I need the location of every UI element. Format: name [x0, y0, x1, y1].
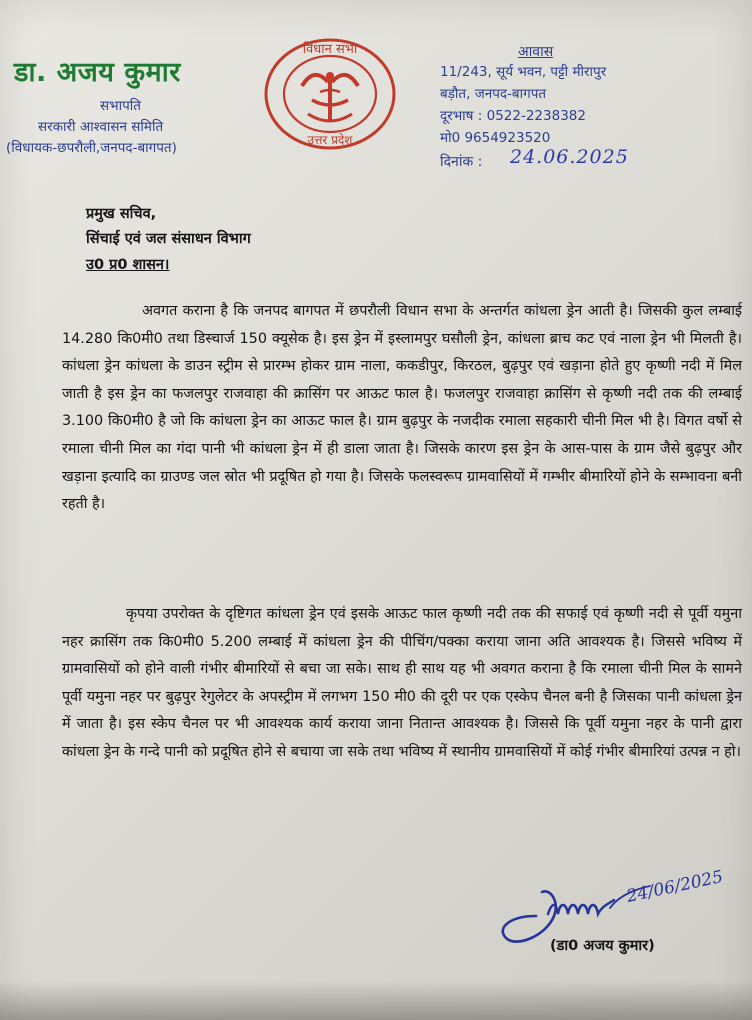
address-heading: आवास	[518, 44, 554, 60]
sender-committee: सरकारी आश्वासन समिति	[38, 119, 164, 135]
date-value: 24.06.2025	[510, 146, 629, 168]
vidhan-sabha-emblem	[262, 36, 398, 152]
sender-name: डा. अजय कुमार	[14, 57, 181, 88]
address-line-2: बड़ौत, जनपद-बागपत	[440, 86, 547, 102]
photo-shadow	[0, 980, 752, 1020]
body-paragraph-2: कृपया उपरोक्त के दृष्टिगत कांधला ड्रेन एवं इसके आऊट फाल कृष्णी नदी तक की सफाई एवं कृष्णी नदी से पूर्वी यमुना नहर क्रासिंग तक कि0मी0 5.200 लम्बाई में कांधला ड्रेन की पीचिंग/पक्का कराया जाना अति आवश्यक है। जिससे भविष्य में ग्रामवासियों को होने वाली गंभीर बीमारियों से बचा जा सके। साथ ही साथ यह भी अवगत कराना है कि रमाला चीनी मिल के सामने पूर्वी यमुना नहर पर बुढ़पुर रेगुलेटर के अपस्ट्रीम में लगभग 150 मी0 की दूरी पर एक एस्केप चैनल बनी है जिसका पानी कांधला ड्रेन में जाता है। इस स्केप चैनल पर भी आवश्यक कार्य कराया जाना नितान्त आवश्यक है। जिससे कि पूर्वी यमुना नहर के पानी द्वारा कांधला ड्रेन के गन्दे पानी को प्रदूषित होने से बचाया जा सके तथा भविष्य में स्थानीय ग्रामवासियों में कोई गंभीर बीमारियां उत्पन्न न हो।	[62, 606, 742, 760]
recipient-line-2: सिंचाई एवं जल संसाधन विभाग	[86, 231, 251, 247]
emblem-bottom-text: उत्तर प्रदेश	[307, 133, 353, 147]
body-paragraph-1: अवगत कराना है कि जनपद बागपत में छपरौली विधान सभा के अन्तर्गत कांधला ड्रेन आती है। जिसकी कुल लम्बाई 14.280 कि0मी0 तथा डिस्चार्ज 150 क्यूसेक है। इस ड्रेन में इस्लामपुर घसौली ड्रेन, कांधला ब्राच कट एवं नाला ड्रेन भी मिलती है। कांधला ड्रेन कांधला के डाउन स्ट्रीम से प्रारम्भ होकर ग्राम नाला, ककडीपुर, किरठल, बुढ़पुर एवं खड़ाना होते हुए कृष्णी नदी में मिल जाती है इस ड्रेन का फजलपुर राजवाहा की क्रासिंग पर आऊट फाल है। फजलपुर राजवाहा क्रासिंग से कृष्णी नदी तक की लम्बाई 3.100 कि0मी0 है जो कि कांधला ड्रेन का आऊट फाल है। ग्राम बुढ़पुर के नजदीक रमाला सहकारी चीनी मिल भी है। विगत वर्षो से रमाला चीनी मिल का गंदा पानी भी कांधला ड्रेन में ही डाला जाता है। जिसके कारण इस ड्रेन के आस-पास के ग्राम जैसे बुढ़पुर और खड़ाना इत्यादि का ग्राउण्ड जल स्रोत भी प्रदूषित हो गया है। जिसके फलस्वरूप ग्रामवासियों में गम्भीर बीमारियों होने के सम्भावना बनी रहती है।	[62, 303, 742, 513]
address-mobile: मो0 9654923520	[440, 130, 551, 146]
address-line-1: 11/243, सूर्य भवन, पट्टी मीरापुर	[440, 64, 607, 80]
recipient-line-3: उ0 प्र0 शासन।	[86, 257, 170, 273]
sender-role: सभापति	[100, 98, 141, 114]
date-label: दिनांक :	[440, 154, 483, 170]
emblem-top-text: विधान सभा	[302, 42, 358, 57]
signatory-name: (डा0 अजय कुमार)	[550, 938, 655, 954]
sender-constituency: (विधायक-छपरौली,जनपद-बागपत)	[6, 140, 177, 156]
address-phone: दूरभाष : 0522-2238382	[440, 108, 586, 124]
signature-date: 24/06/2025	[624, 866, 725, 907]
recipient-line-1: प्रमुख सचिव,	[86, 206, 157, 222]
